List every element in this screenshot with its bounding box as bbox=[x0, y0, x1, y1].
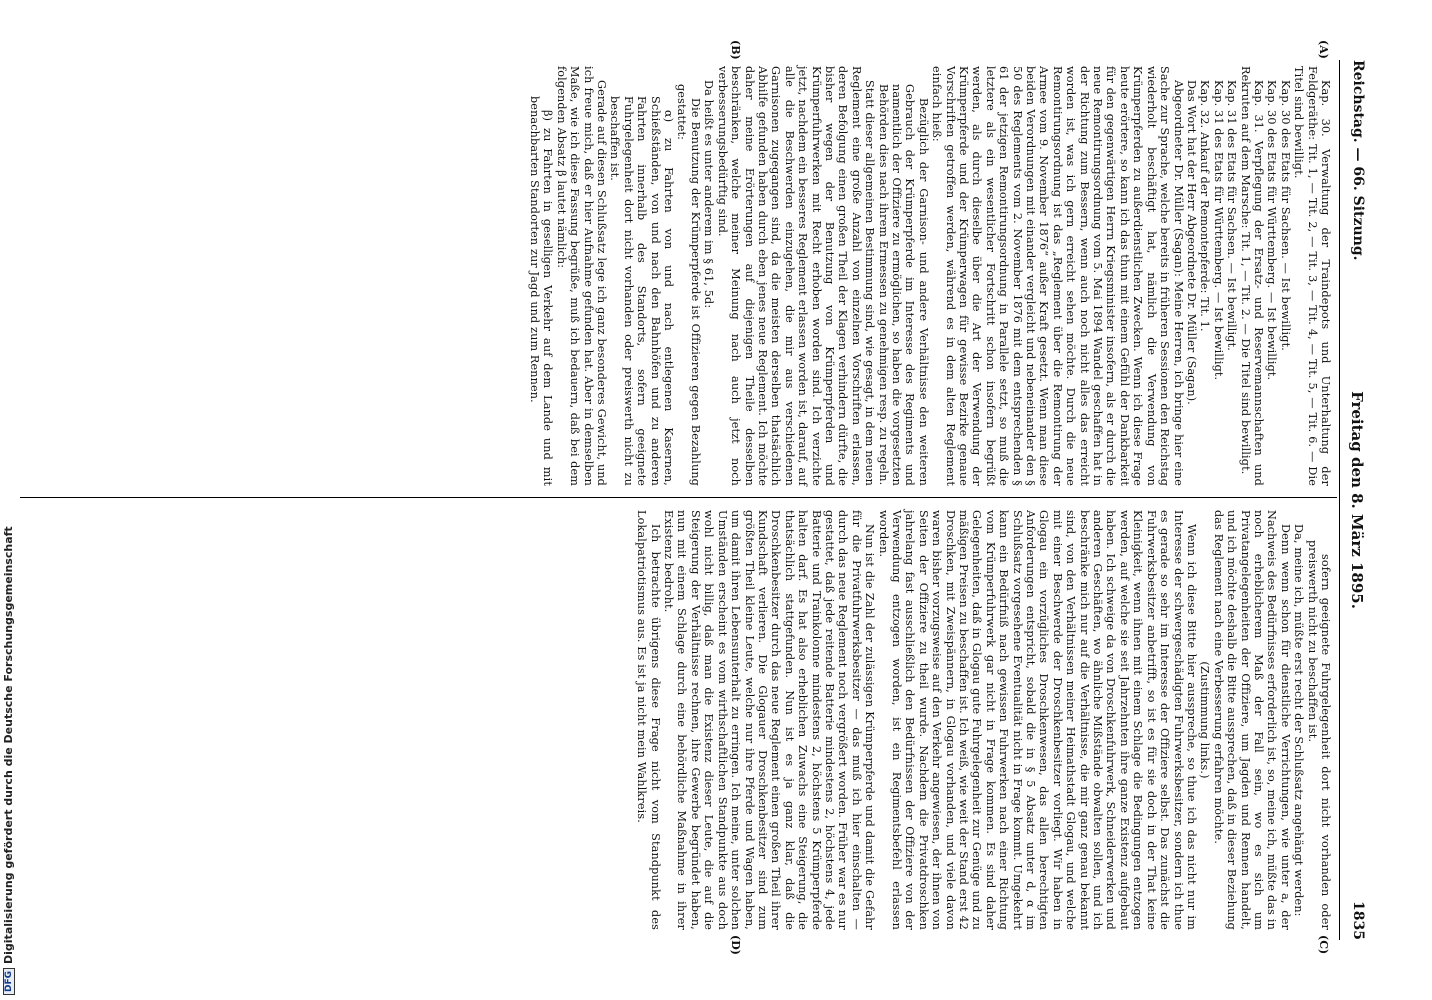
header-session: Reichstag. — 66. Sitzung. bbox=[1350, 60, 1366, 261]
paragraph: Das Wort hat der Herr Abgeordnete Dr. Müller (Sagan). bbox=[1184, 80, 1198, 405]
header-rule bbox=[1339, 60, 1340, 940]
quote-paragraph: Bezüglich der Garnison- und andere Verhältnisse den weiteren Gebrauch der Krümperpferde im Interesse des Regiments und namentlich der Offiziere zu ermöglichen, so haben die vorgesetzten Behörden dies nach ihrem Ermessen zu genehmigen resp. zu regeln. bbox=[876, 84, 930, 486]
applause-note: (Zustimmung links.) bbox=[1198, 661, 1212, 779]
margin-tag-a: (A) bbox=[1317, 40, 1330, 59]
margin-tag-c: (C) bbox=[1317, 935, 1330, 955]
quote-paragraph: α) zu Fahrten von und nach entlegenen Kasernen, Schießständen, von und nach den Bahnhöfen und zu anderen Fahrten innerhalb des Standorts, sofern geeignete Fuhrgelegenheit dort nicht vorhanden oder preiswerth nicht zu beschaffen ist. bbox=[608, 96, 676, 486]
quote-paragraph: Die Benutzung der Krümperpferde ist Offizieren gegen Bezahlung gestattet: bbox=[675, 84, 702, 486]
paragraph: Wenn ich diese Bitte hier ausspreche, so thue ich das nicht nur im Interesse der schwergeschädigten Fuhrwerksbesitzer, sondern ich thue es gerade so sehr im Interesse der Offiziere selbst. Das zunächst die Fuhrwerksbesitzer anbetrifft, so ist es für sie doch in der That keine Kleinigkeit, wenn ihnen mit einem Schlage die Bedingungen entzogen werden, auf welche sie seit Jahrzehnten ihre ganze Existenz aufgebaut haben. Ich schweige da von Droschkenfuhrwerk, Schneiderwerken und anderen Geschäften, wo ähnliche Mißstände obwalten sollen, und ich beschränke mich nur auf die Verhältnisse, die mir ganz genau bekannt sind, von den Verhältnissen meiner Heimathstadt Glogau, und welche mit einer Beschwerde der Droschkenbesitzer vorliegt. Wir haben in Glogau ein vorzügliches Droschkenwesen, das allen berechtigten Anforderungen entspricht, sobald die in § 5 Absatz unter d, α im Schlußsatz vorgesehene Eventualität nicht in Frage kommt. Umgekehrt kann ein Bedürfniß nach gewissen Fuhrwerken nach einer Richtung vom Krümperfuhrwerk gar nicht in Frage kommen. Es sind daher Gelegenheiten, daß in Glogau gute Fuhrgelegenheit zur Genüge und zu mäßigen Preisen zu beschaffen ist. Ich weiß, wie weit der Stand erst 42 Droschken, mit Zweispännern, in Glogau vorhanden, und viele davon waren bisher vorzugsweise auf den Verkehr angewiesen, der ihnen von Seiten der Offiziere zu theil wurde. Nachdem die Privatdroschken jahrelang fast ausschließlich den Bedürfnissen der Offiziere von der Verwendung entzogen worden, ist ein Regimentsbefehl erlassen worden. bbox=[876, 510, 1198, 930]
quote-paragraph: sofern geeignete Fuhrgelegenheit dort nicht vorhanden oder preiswerth nicht zu beschaffen ist. bbox=[1305, 540, 1332, 930]
paragraph: Ich betrachte übrigens diese Frage nicht vom Standpunkt des Lokalpatriotismus aus. Es ist ja nicht mein Wahlkreis. bbox=[635, 510, 662, 930]
digitization-credit bbox=[2, 5, 20, 995]
paragraph: Kap. 30 des Etats für Sachsen. — Ist bewilligt. bbox=[1278, 80, 1292, 351]
paragraph: Denn wenn schon für dienstliche Verrichtungen, wie unter a, der Nachweis des Bedürfnisses erforderlich ist, so, meine ich, müßte das in noch erheblicherem Maß der Fall sein, wo es sich um Privatangelegenheiten der Offiziere, um Jagden und Rennen handelt, und ich möchte deshalb die Bitte aussprechen, daß in dieser Beziehung das Reglement nach eine Verbesserung erfahren möchte. bbox=[1211, 510, 1292, 930]
paragraph: Nun ist die Zahl der zulässigen Krümperpferde und damit die Gefahr für die Privatfuhrwerksbesitzer — das muß ich hier einschalten — durch das neue Reglement noch vergrößert worden. Früher war es nur gestattet, daß jede reitende Batterie mindestens 2, höchstens 4, jede Batterie und Trainkolonne mindestens 2, höchstens 5 Krümperpferde halten darf. Es hat also erheblichen Zuwachs eine Steigerung, die thatsächlich stattgefunden. Nun ist es ja ganz klar, daß die Droschkenbesitzer durch das neue Reglement einen großen Theil ihrer Kundschaft verlieren. Die Glogauer Droschkenbesitzer sind zum größten Theil kleine Leute, welche nur ihre Pferde und Wagen haben, um damit ihren Lebensunterhalt zu erringen. Ich meine, unter solchen Umständen erscheint es vom wirthschaftlichen Standpunkte aus doch wohl nicht billig, daß man die Existenz dieser Leute, die auf die Steigerung der Verhältnisse rechnen, ihre Gewerbe begründet haben, nun mit einem Schlage durch eine behördliche Maßnahme in ihrer Existenz bedroht. bbox=[662, 510, 877, 930]
paragraph: Kap. 30. Verwaltung der Traindepots und Unterhaltung der Feldgeräthe: Tit. 1, — Tit. 2, — Tit. 3, — Tit. 4, — Tit. 5, — Tit. 6. — Die Titel sind bewilligt. bbox=[1292, 66, 1332, 486]
paragraph: Kap. 30 des Etats für Württemberg. — Ist bewilligt. bbox=[1265, 80, 1279, 381]
page-header bbox=[1342, 60, 1372, 940]
header-page-number: 1835 bbox=[1350, 901, 1366, 940]
paragraph: Kap. 31 des Etats für Württemberg. — Ist bewilligt. bbox=[1211, 80, 1225, 381]
credit-text: Digitalisierung gefördert durch die Deutsche Forschungsgemeinschaft bbox=[2, 526, 15, 964]
quote-paragraph: β) zu Fahrten in geselligen Verkehr auf dem Lande und mit benachbarten Standorten zur Jagd und zum Rennen. bbox=[528, 96, 555, 486]
paragraph: Da heißt es unter anderem im § 61, 5d: bbox=[702, 80, 716, 309]
paragraph: Statt dieser allgemeinen Bestimmung sind, wie gesagt, in dem neuen Reglement eine große Anzahl von einzelnen Vorschriften erlassen, deren Befolgung einen großen Theil der Klagen verhindern dürfte, die bisher wegen der Benutzung von Krümperpferden und Krümperfuhrwerken mit Recht erhoben worden sind. Ich verzichte jetzt, nachdem ein besseres Reglement erlassen worden ist, darauf, auf alle die Beschwerden einzugehen, die mir aus verschiedenen Garnisonen zugegangen sind, da die meisten derselben thatsächlich Abhilfe gefunden haben durch eben jenes neue Reglement. Ich möchte daher meine Erörterungen auf diejenigen Theile desselben beschränken, welche meiner Meinung nach auch jetzt noch verbesserungsbedürftig sind. bbox=[715, 66, 877, 486]
paragraph: Da, meine ich, müßte erst recht der Schlußsatz angehängt werden: bbox=[1292, 524, 1306, 917]
column-divider bbox=[20, 497, 1337, 498]
margin-tag-d: (D) bbox=[729, 935, 742, 955]
margin-tag-b: (B) bbox=[729, 40, 742, 60]
right-column bbox=[635, 510, 1332, 930]
left-column bbox=[528, 66, 1332, 486]
paragraph: Gerade auf diesen Schlußsatz lege ich ganz besonderes Gewicht, und ich freue mich, daß er hier Aufnahme gefunden hat. Aber in demselben Maße, wie ich diese Fassung begrüße, muß ich bedauern, daß bei dem folgenden Absatz β lautet nämlich: bbox=[554, 66, 609, 486]
header-date: Freitag den 8. März 1895. bbox=[1348, 391, 1366, 609]
paragraph: Kap. 31 des Etats für Sachsen. — Ist bewilligt. bbox=[1225, 80, 1239, 351]
dfg-logo: DFG bbox=[3, 968, 15, 995]
paragraph: Kap. 32. Ankauf der Remontepferde: Tit. 1. bbox=[1198, 80, 1212, 332]
paragraph: Kap. 31. Verpflegung der Ersatz- und Reservemannschaften und Rekruten auf dem Marsche: Tit. 1, — Tit. 2. — Die Titel sind bewilligt. bbox=[1238, 66, 1265, 486]
paragraph: Abgeordneter Dr. Müller (Sagan): Meine Herren, ich bringe hier eine Sache zur Sprache, welche bereits in früheren Sessionen den Reichstag wiederholt beschäftigt hat, nämlich die Verwendung von Krümperpferden zu außerdienstlichen Zwecken. Wenn ich diese Frage heute erörtere, so kann ich das thun mit einem Gefühl der Dankbarkeit für den gegenwärtigen Herrn Kriegsminister insofern, als er durch die neue Remontirungsordnung vom 5. Mai 1894 Wandel geschaffen hat in der Richtung zum Bessern, wenn auch noch nicht alles das erreicht worden ist, was ich gern erreicht sehen möchte. Durch die neue Remontirungsordnung ist das „Reglement über die Remontirung der Armee vom 9. November 1876“ außer Kraft gesetzt. Wenn man diese beiden Verordnungen mit einander vergleicht und nebeneinander den § 50 des Reglements vom 2. November 1876 mit dem entsprechenden § 61 der jetzigen Remontirungsordnung in Parallele setzt, so muß die letztere als ein wesentlicher Fortschritt schon insofern begrüßt werden, als durch dieselbe über die Art der Verwendung der Krümperpferde und der Krümperwagen für gewisse Bezirke genaue Vorschriften getroffen werden, während es in dem alten Reglement einfach hieß: bbox=[930, 66, 1185, 486]
